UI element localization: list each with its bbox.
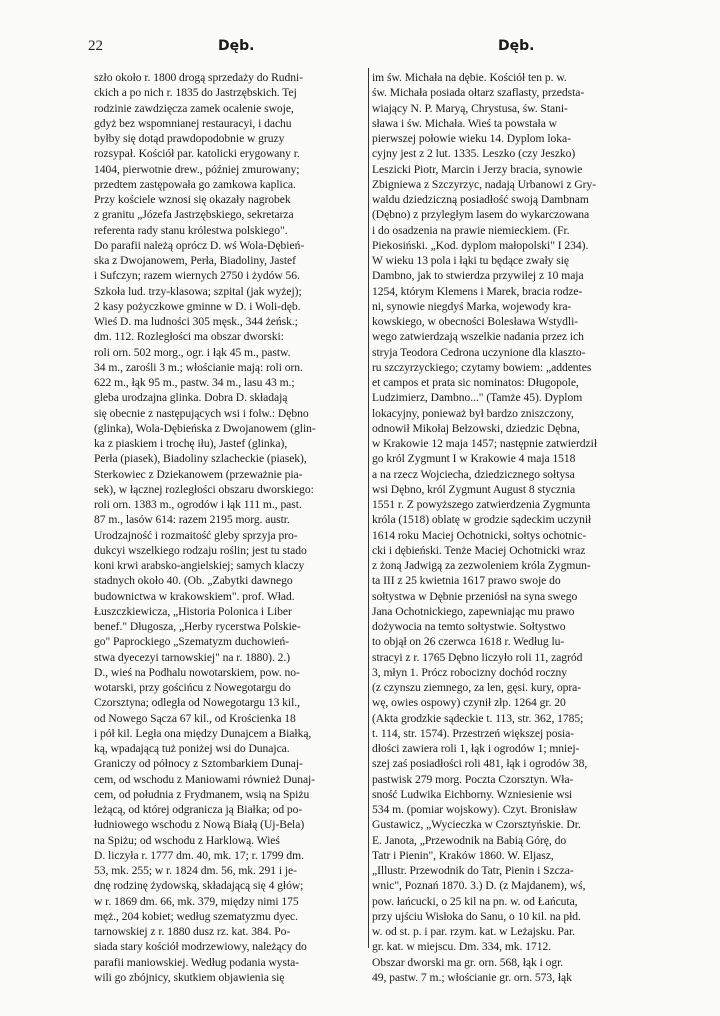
page-header [88, 38, 648, 60]
right-column-line: Jana Ochotnickiego, zapewniając mu prawo [372, 604, 575, 618]
left-column-line: szło około r. 1800 drogą sprzedaży do Rudni- [94, 71, 304, 84]
left-column-line: ckich a po nich r. 1835 do Jastrzębskich. Tej [94, 86, 297, 100]
right-column-line: dłości zawiera roli 1, łąk i ogrodów 1; mniej- [372, 742, 580, 755]
right-column-line: Zbigniewa z Szczyrzyc, nadają Urbanowi z Gry- [372, 177, 597, 191]
headword-left: Dęb. [218, 38, 255, 54]
right-column-line: wnic", Poznań 1870. 3.) D. (z Majdanem), wś, [372, 879, 586, 893]
right-column-line: sołtystwa w Dębnie przeniósł na syna swego [372, 589, 578, 603]
left-column-line: dukcyi wszelkiego rodzaju roślin; jest tu stado [94, 543, 307, 557]
right-column-line: wę, owies ospowy) czynił złp. 1264 gr. 20 [372, 696, 566, 710]
right-column-line: 3, młyn 1. Prócz robocizny dochód roczny [372, 665, 568, 679]
right-column-line: E. Janota, „Przewodnik na Babią Górę, do [372, 833, 567, 847]
left-column-line: Sterkowiec z Dziekanowem (przeważnie pia- [94, 467, 303, 481]
left-column-line: parafii maniowskiej. Według podania wysta- [94, 955, 300, 969]
headword-right: Dęb. [498, 38, 535, 54]
right-column-line: sność Ludwika Eichborny. Wzniesienie wsi [372, 787, 573, 801]
left-column-line: łudniowego wschodu z Nową Białą (Uj-Bela) [94, 818, 305, 832]
left-column-line: Urodzajność i rozmaitość gleby sprzyja pro- [94, 528, 298, 542]
right-column-line: a na rzecz Wojciecha, dziedzicznego sołtysa [372, 467, 575, 481]
right-column-line: t. 114, str. 1574). Przestrzeń większej posia- [372, 726, 575, 740]
right-column-line: i do osadzenia na prawie niemieckiem. (Fr. [372, 223, 570, 237]
right-column-line: wego zatwierdzają wszelkie nadania przez ich [372, 330, 584, 344]
left-column-line: Szkoła lud. trzy-klasowa; szpital (jak wyżej); [94, 284, 302, 298]
left-column-line: gleba urodzajna glinka. Dobra D. składają [94, 391, 288, 405]
left-column-line: go" Paprockiego „Szematyzm duchowień- [94, 635, 290, 649]
right-column-line: ta III z 25 kwietnia 1617 prawo swoje do [372, 574, 561, 588]
left-column-line: cem, od wschodu z Maniowami również Dunaj- [94, 772, 316, 786]
right-column-line: św. Michała posiada ołtarz szaflasty, przedsta- [372, 86, 585, 100]
right-column-line: gr. kat. w miejscu. Dm. 334, mk. 1712. [372, 940, 552, 954]
right-column-line: wiający N. P. Maryą, Chrystusa, św. Stani- [372, 101, 568, 115]
right-column-line: 49, pastw. 7 m.; włościanie gr. orn. 573, łąk [372, 970, 572, 984]
right-column-line: Obszar dworski ma gr. orn. 568, łąk i ogr. [372, 955, 564, 969]
right-column [372, 70, 642, 985]
left-column-line: wili go zbójnicy, skutkiem objawienia się [94, 970, 285, 984]
right-column-line: Piekosiński. „Kod. dyplom małopolski" I 234). [372, 238, 589, 252]
right-column-line: pierwszej połowie wieku 14. Dyplom loka- [372, 132, 571, 145]
left-column-line: ką, wpadającą tuż poniżej wsi do Dunajca. [94, 742, 290, 755]
left-column-line: Wieś D. ma ludności 305 męsk., 344 żeńsk.; [94, 315, 298, 328]
right-column-line: Leszicki Piotr, Marcin i Jerzy bracia, synowie [372, 162, 583, 176]
left-column-line: i pół kil. Legła ona między Dunajcem a Białką, [94, 726, 312, 740]
left-column-line: sek), w łącznej rozległości obszaru dworskiego: [94, 482, 314, 496]
right-column-line: cyjny jest z 2 lut. 1335. Leszko (czy Jeszko) [372, 147, 576, 161]
left-column-line: siada stary kościół modrzewiowy, należący do [94, 940, 307, 954]
left-column-line: 53, mk. 255; w r. 1824 dm. 56, mk. 291 i je- [94, 864, 297, 877]
left-column-line: na Spiżu; od wschodu z Harklową. Wieś [94, 833, 280, 847]
right-column-line: W wieku 13 pola i łąki tu będące zwały się [372, 254, 569, 267]
left-column-line: 2 kasy pożyczkowe gminne w D. i Woli-dęb. [94, 299, 301, 313]
right-column-line: Gustawicz, „Wycieczka w Czorsztyńskie. Dr. [372, 818, 581, 832]
right-column-line: pastwisk 279 morg. Poczta Czorsztyn. Wła- [372, 772, 574, 786]
left-column-line: od Nowego Sącza 67 kil., od Krościenka 18 [94, 711, 296, 725]
right-column-line: przy ujściu Wisłoka do Sanu, o 10 kil. na płd. [372, 909, 581, 923]
right-column-line: lokacyjny, ponieważ był bardzo zniszczony, [372, 406, 574, 420]
left-column-line: Przy kościele wznosi się okazały nagrobek [94, 193, 291, 206]
left-column-line: dnę rodzinę żydowską, składającą się 4 głów; [94, 879, 304, 893]
right-column-line: 1254, którym Klemens i Marek, bracia rodze- [372, 284, 583, 298]
left-column-line: rodzinie zawdzięcza zamek ocalenie swoje, [94, 101, 294, 115]
left-column-line: 622 m., łąk 95 m., pastw. 34 m., lasu 43 m.; [94, 376, 295, 389]
right-column-line: pow. łańcucki, o 25 kil na pn. w. od Łańcuta, [372, 894, 578, 908]
left-column-line: byłby się dotąd prawdopodobnie w gruzy [94, 132, 285, 145]
page-number: 22 [88, 38, 103, 54]
right-column-line: odnowił Mikołaj Bełzowski, dziedzic Dębna, [372, 421, 580, 435]
left-column-line: wotarski, przy gościńcu z Nowegotargu do [94, 681, 291, 694]
left-column-line: rozsypał. Kościół par. katolicki erygowany r. [94, 147, 300, 161]
right-column-line: Tatr i Pienin", Kraków 1860. W. Eljasz, [372, 848, 554, 862]
left-column-line: cem, od południa z Frydmanem, wsią na Spiżu [94, 787, 310, 801]
left-column-line: referenta rady stanu królestwa polskiego". [94, 223, 288, 237]
right-column-line: go król Zygmunt I w Krakowie 4 maja 1518 [372, 452, 576, 466]
right-column-line: szej zaś posiadłości roli 481, łąk i ogrodów 38, [372, 757, 588, 771]
left-column-line: D. liczyła r. 1777 dm. 40, mk. 17; r. 1799 dm. [94, 848, 304, 862]
left-column-line: ka z piaskiem i trochę iłu), Jastef (glinka), [94, 437, 288, 450]
left-column [94, 70, 364, 985]
right-column-line: (Dębno) z przyległym lasem do wykarczowana [372, 208, 590, 222]
right-column-line: stryja Teodora Cedrona uczynione dla klaszto- [372, 345, 586, 359]
left-column-line: 34 m., zarośli 3 m.; włościanie mają: roli orn. [94, 360, 303, 374]
left-column-line: 87 m., lasów 614: razem 2195 morg. austr. [94, 513, 290, 527]
left-column-line: benef." Długosza, „Herby rycerstwa Polskie- [94, 620, 301, 633]
right-column-line: 534 m. (pomiar wojskowy). Czyt. Bronisław [372, 803, 578, 816]
right-column-line: to objął on 26 czerwca 1618 r. Według lu- [372, 635, 565, 649]
left-column-line: się obecnie z następujących wsi i folw.: Dębno [94, 406, 309, 420]
left-column-line: i Sufczyn; razem wiernych 2750 i żydów 56. [94, 269, 300, 283]
left-column-line: Graniczy od północy z Sztombarkiem Dunaj- [94, 757, 303, 771]
right-column-line: dożywocia na temto sołtystwie. Sołtystwo [372, 620, 566, 633]
left-column-line: leżącą, od której odgranicza ją Białka; od po- [94, 803, 303, 816]
left-column-line: stadnych około 40. (Ob. „Zabytki dawnego [94, 574, 293, 588]
left-column-line: ska z Dwojanowem, Perła, Biadoliny, Jastef [94, 254, 296, 267]
left-column-line: roli orn. 1383 m., ogrodów i łąk 111 m., past. [94, 498, 302, 511]
right-column-line: Dambno, jak to stwierdza przywilej z 10 maja [372, 269, 584, 283]
right-column-line: Ludzimierz, Dambno..." (Tamże 45). Dyplom [372, 391, 583, 405]
right-column-line: w. od st. p. i par. rzym. kat. w Leżajsku. Par. [372, 925, 575, 938]
left-column-line: w r. 1869 dm. 66, mk. 379, między nimi 175 [94, 894, 299, 908]
right-column-line: (Akta grodzkie sądeckie t. 113, str. 362, 1785; [372, 711, 584, 725]
right-column-line: w Krakowie 12 maja 1457; następnie zatwierdził [372, 437, 597, 450]
right-column-line: wsi Dębno, król Zygmunt August 8 stycznia [372, 482, 576, 496]
left-column-line: męż., 204 kobiet; według szematyzmu dyec. [94, 909, 298, 923]
left-column-line: (glinka), Wola-Dębieńska z Dwojanowem (glin- [94, 421, 316, 435]
left-column-line: roli orn. 502 morg., ogr. i łąk 45 m., pastw. [94, 345, 291, 359]
left-column-line: Do parafii należą oprócz D. wś Wola-Dębień- [94, 238, 305, 252]
left-column-line: Perła (piasek), Biadoliny szlacheckie (piasek), [94, 452, 307, 466]
left-column-line: koni krwi arabsko-angielskiej; samych klaczy [94, 559, 305, 572]
right-column-line: „Illustr. Przewodnik do Tatr, Pienin i Szcza- [372, 864, 574, 877]
left-column-line: gdyż bez wspomnianej restauracyi, i dachu [94, 116, 292, 130]
left-column-line: budownictwa w krakowskiem". prof. Wład. [94, 589, 295, 603]
right-column-line: cki i dębieński. Tenże Maciej Ochotnicki wraz [372, 543, 586, 557]
left-column-line: z granitu „Józefa Jastrzębskiego, sekretarza [94, 208, 294, 222]
left-column-line: przedtem zastępowała go zamkowa kaplica. [94, 177, 296, 191]
left-column-line: dm. 112. Rozległości ma obszar dworski: [94, 330, 284, 344]
left-column-line: D., wieś na Podhalu nowotarskiem, pow. no- [94, 665, 300, 679]
right-column-line: (z czynszu ziemnego, za len, gęsi. kury, opra- [372, 681, 582, 694]
left-column-line: stwa dyecezyi tarnowskiej" na r. 1880). 2.) [94, 650, 291, 664]
right-column-line: im św. Michała na dębie. Kościół ten p. w. [372, 71, 567, 84]
right-column-line: stracyi z r. 1765 Dębno liczyło roli 11, zagród [372, 650, 583, 664]
right-column-line: ni, synowie niegdyś Marka, wojewody kra- [372, 299, 572, 313]
right-column-line: króla (1518) oblatę w grodzie sądeckim uczynił [372, 513, 592, 527]
left-column-line: tarnowskiej z r. 1880 dusz rz. kat. 384. Po- [94, 925, 291, 938]
right-column-line: 1614 roku Maciej Ochotnicki, sołtys ochotnic- [372, 528, 587, 542]
left-column-line: 1404, pierwotnie drew., później zmurowany; [94, 162, 300, 176]
right-column-line: 1551 r. Z powyższego zatwierdzenia Zygmunta [372, 498, 591, 511]
right-column-line: kowskiego, w obecności Bolesława Wstydli- [372, 315, 579, 328]
right-column-line: et campos et prata sic nominatos: Długopole, [372, 376, 579, 389]
left-column-line: Czorsztyna; odległa od Nowegotargu 13 kil., [94, 696, 300, 710]
right-column-line: sława i św. Michała. Wieś ta powstała w [372, 116, 557, 130]
left-column-line: Łuszczkiewicza, „Historia Polonica i Liber [94, 604, 292, 618]
right-column-line: z żoną Jadwigą za zezwoleniem króla Zygmun- [372, 559, 591, 572]
column-divider [368, 68, 369, 948]
right-column-line: ru szczyrzyckiego; czytamy bowiem: „addentes [372, 360, 592, 374]
right-column-line: waldu dziedziczną posiadłość swoją Dambnam [372, 193, 589, 206]
